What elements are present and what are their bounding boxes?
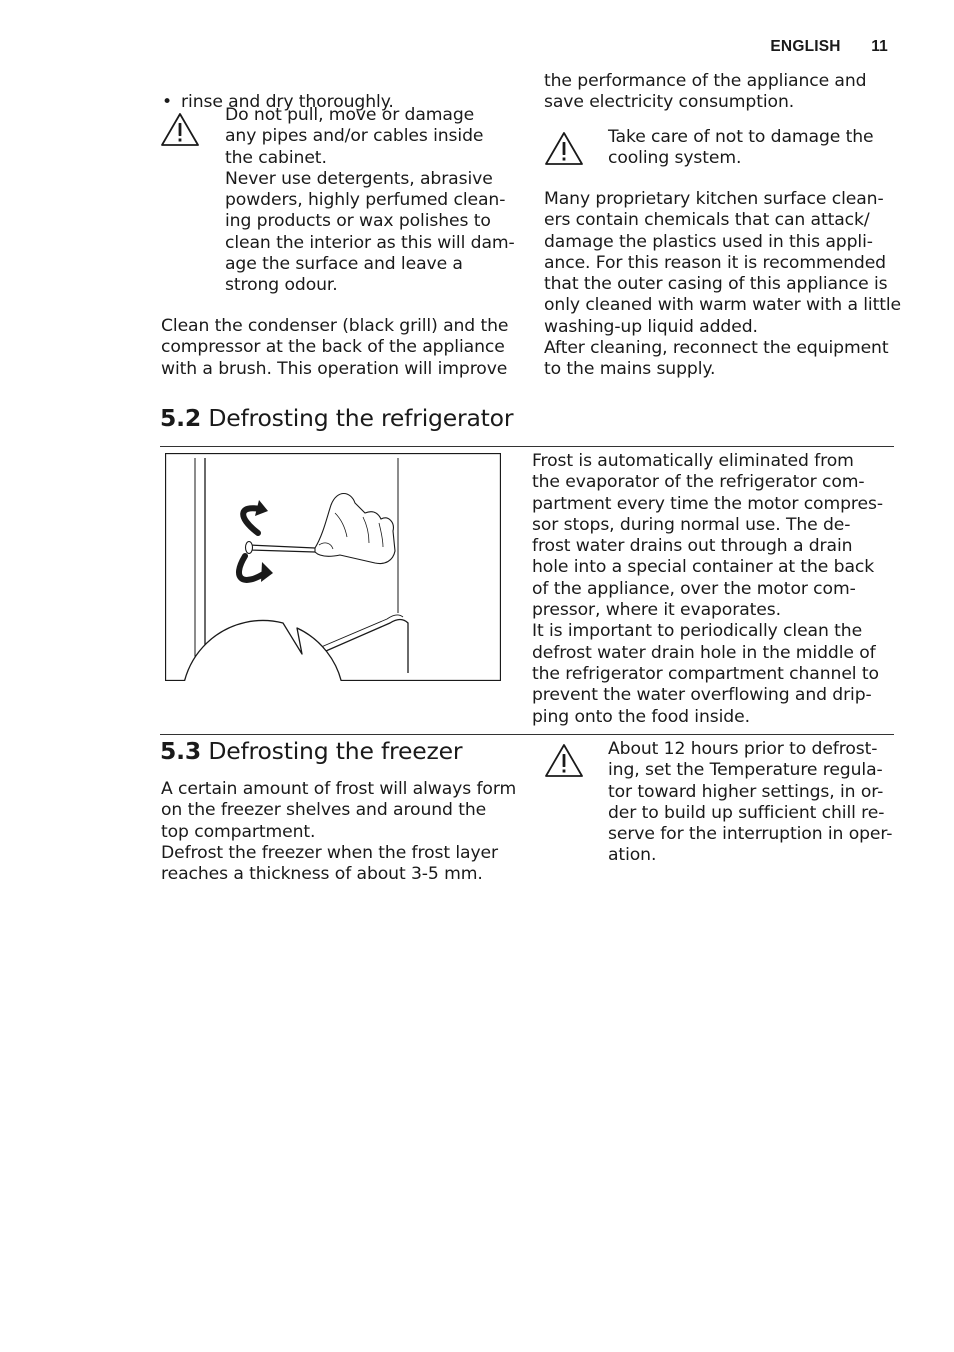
warning-text-cooling: Take care of not to damage the cooling system.: [608, 127, 874, 169]
cleaning-paragraph: Many proprietary kitchen surface clean- ers contain chemicals that can attack/ damage the plastics used in this appli- ance. For this reason it is recommended that the outer casing of this appliance is only cleaned with warm water with a little washing-up liquid added. After cleaning, reconnect the equipment to the mains supply.: [544, 189, 902, 380]
section-heading-5-2: [160, 404, 513, 432]
refrigerator-defrost-paragraph: Frost is automatically eliminated from the evaporator of the refrigerator com- partment every time the motor compres- sor stops, during normal use. The de- frost water drains out through a drain hole into a special container at the back of the appliance, over the motor com- pressor, where it evaporates. It is important to periodically clean the defrost water drain hole in the middle of the refrigerator compartment channel to prevent the water overflowing and drip- ping onto the food inside.: [532, 451, 883, 727]
section-heading-5-3: [160, 737, 462, 765]
warning-icon: [160, 112, 200, 148]
drain-cleaning-illustration: [165, 453, 501, 681]
warning-icon: [544, 131, 584, 167]
page-header: [770, 38, 888, 56]
warning-text-pipes: Do not pull, move or damage any pipes and/or cables inside the cabinet. Never use detergents, abrasive powders, highly perfumed clean- ing products or wax polishes to clean the interior as this will dam- age the surface and leave a strong odour.: [225, 105, 515, 296]
section-divider: [160, 734, 894, 735]
header-language: ENGLISH: [770, 38, 841, 55]
bullet-dot: •: [162, 92, 173, 113]
continuation-paragraph: the performance of the appliance and save electricity consumption.: [544, 71, 867, 113]
section-title: Defrosting the refrigerator: [208, 404, 514, 432]
freezer-frost-paragraph: A certain amount of frost will always form on the freezer shelves and around the top compartment. Defrost the freezer when the frost layer reaches a thickness of about 3-5 mm.: [161, 779, 517, 885]
bullet-text: rinse and dry thoroughly.: [181, 92, 394, 113]
condenser-paragraph: Clean the condenser (black grill) and the compressor at the back of the appliance with a brush. This operation will improve: [161, 316, 509, 379]
section-title: Defrosting the freezer: [208, 737, 463, 765]
section-divider: [160, 446, 894, 447]
section-number: 5.3: [160, 737, 202, 765]
section-number: 5.2: [160, 404, 202, 432]
warning-text-temperature: About 12 hours prior to defrost- ing, set the Temperature regula- tor toward higher settings, in or- der to build up sufficient chill re- serve for the interruption in oper- ation.: [608, 739, 893, 866]
warning-icon: [544, 743, 584, 779]
page-number: 11: [871, 38, 888, 55]
